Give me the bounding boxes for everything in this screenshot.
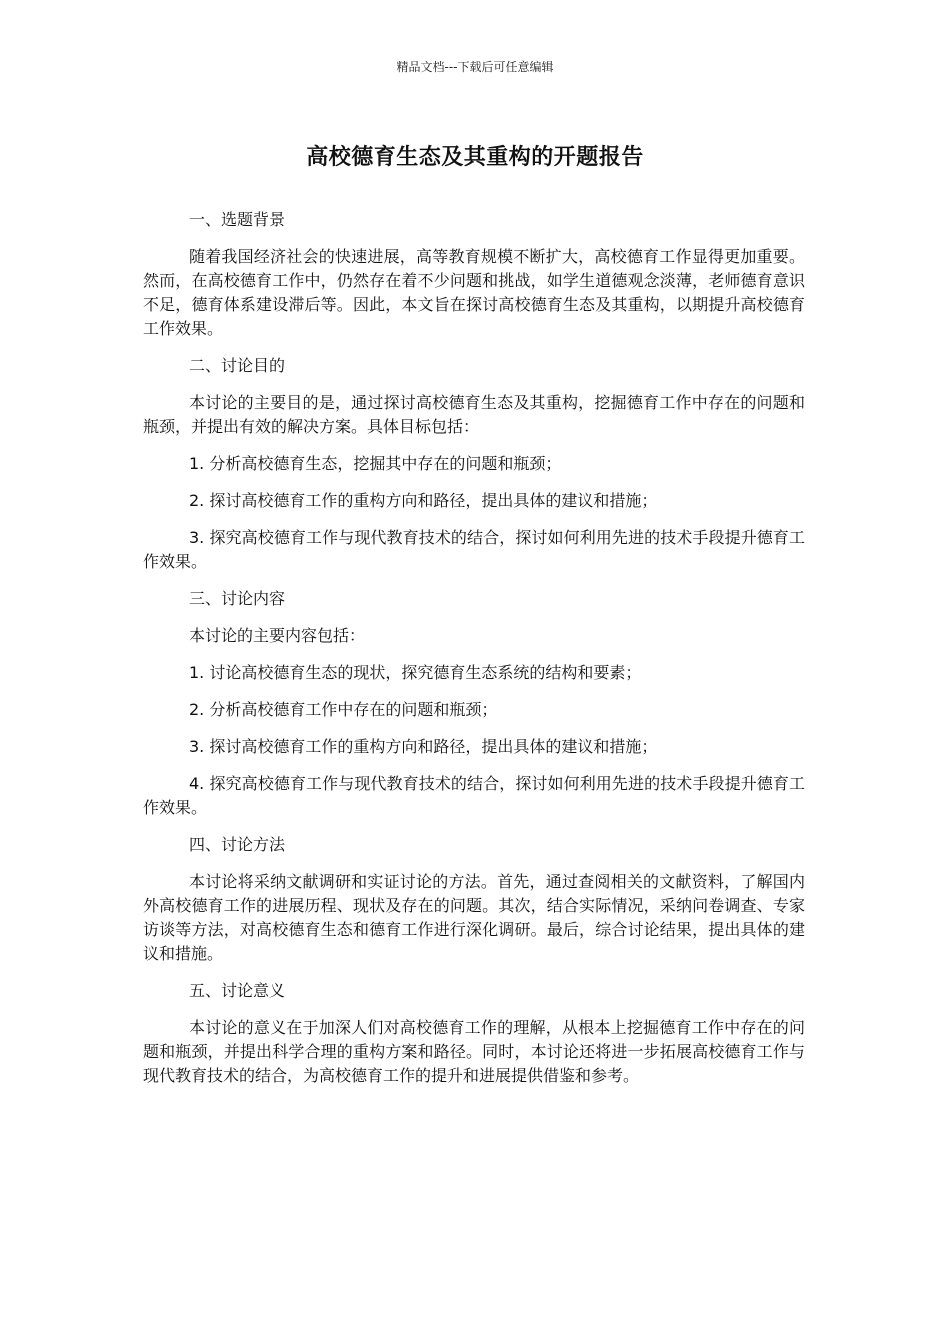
list-item-content-4: 4. 探究高校德育工作与现代教育技术的结合，探讨如何利用先进的技术手段提升德育工作效果。 [143, 774, 805, 817]
paragraph-purpose: 本讨论的主要目的是，通过探讨高校德育生态及其重构，挖掘德育工作中存在的问题和瓶颈，并提出有效的解决方案。具体目标包括： [143, 393, 805, 436]
paragraph-significance: 本讨论的意义在于加深人们对高校德育工作的理解，从根本上挖掘德育工作中存在的问题和瓶颈，并提出科学合理的重构方案和路径。同时，本讨论还将进一步拓展高校德育工作与现代教育技术的结合，为高校德育工作的提升和进展提供借鉴和参考。 [143, 1018, 805, 1085]
page-header: 精品文档---下载后可任意编辑 [396, 60, 554, 74]
section-heading-background: 一、选题背景 [189, 210, 286, 229]
section-heading-purpose: 二、讨论目的 [189, 356, 286, 375]
list-item-purpose-1: 1. 分析高校德育生态，挖掘其中存在的问题和瓶颈； [189, 454, 562, 473]
section-heading-significance: 五、讨论意义 [189, 981, 286, 1000]
paragraph-method: 本讨论将采纳文献调研和实证讨论的方法。首先，通过查阅相关的文献资料，了解国内外高校德育工作的进展历程、现状及存在的问题。其次，结合实际情况，采纳问卷调查、专家访谈等方法，对高校德育生态和德育工作进行深化调研。最后，综合讨论结果，提出具体的建议和措施。 [143, 872, 805, 963]
paragraph-background: 随着我国经济社会的快速进展，高等教育规模不断扩大，高校德育工作显得更加重要。然而，在高校德育工作中，仍然存在着不少问题和挑战，如学生道德观念淡薄，老师德育意识不足，德育体系建设滞后等。因此，本文旨在探讨高校德育生态及其重构，以期提升高校德育工作效果。 [143, 247, 805, 338]
section-heading-content: 三、讨论内容 [189, 589, 286, 608]
document-title: 高校德育生态及其重构的开题报告 [306, 145, 644, 170]
document-body [143, 208, 805, 1101]
paragraph-content-intro: 本讨论的主要内容包括： [189, 626, 366, 645]
list-item-purpose-2: 2. 探讨高校德育工作的重构方向和路径，提出具体的建议和措施； [189, 491, 658, 510]
list-item-content-1: 1. 讨论高校德育生态的现状，探究德育生态系统的结构和要素； [189, 663, 642, 682]
list-item-content-3: 3. 探讨高校德育工作的重构方向和路径，提出具体的建议和措施； [189, 737, 658, 756]
section-heading-method: 四、讨论方法 [189, 835, 286, 854]
list-item-purpose-3: 3. 探究高校德育工作与现代教育技术的结合，探讨如何利用先进的技术手段提升德育工作效果。 [143, 528, 805, 571]
list-item-content-2: 2. 分析高校德育工作中存在的问题和瓶颈； [189, 700, 498, 719]
